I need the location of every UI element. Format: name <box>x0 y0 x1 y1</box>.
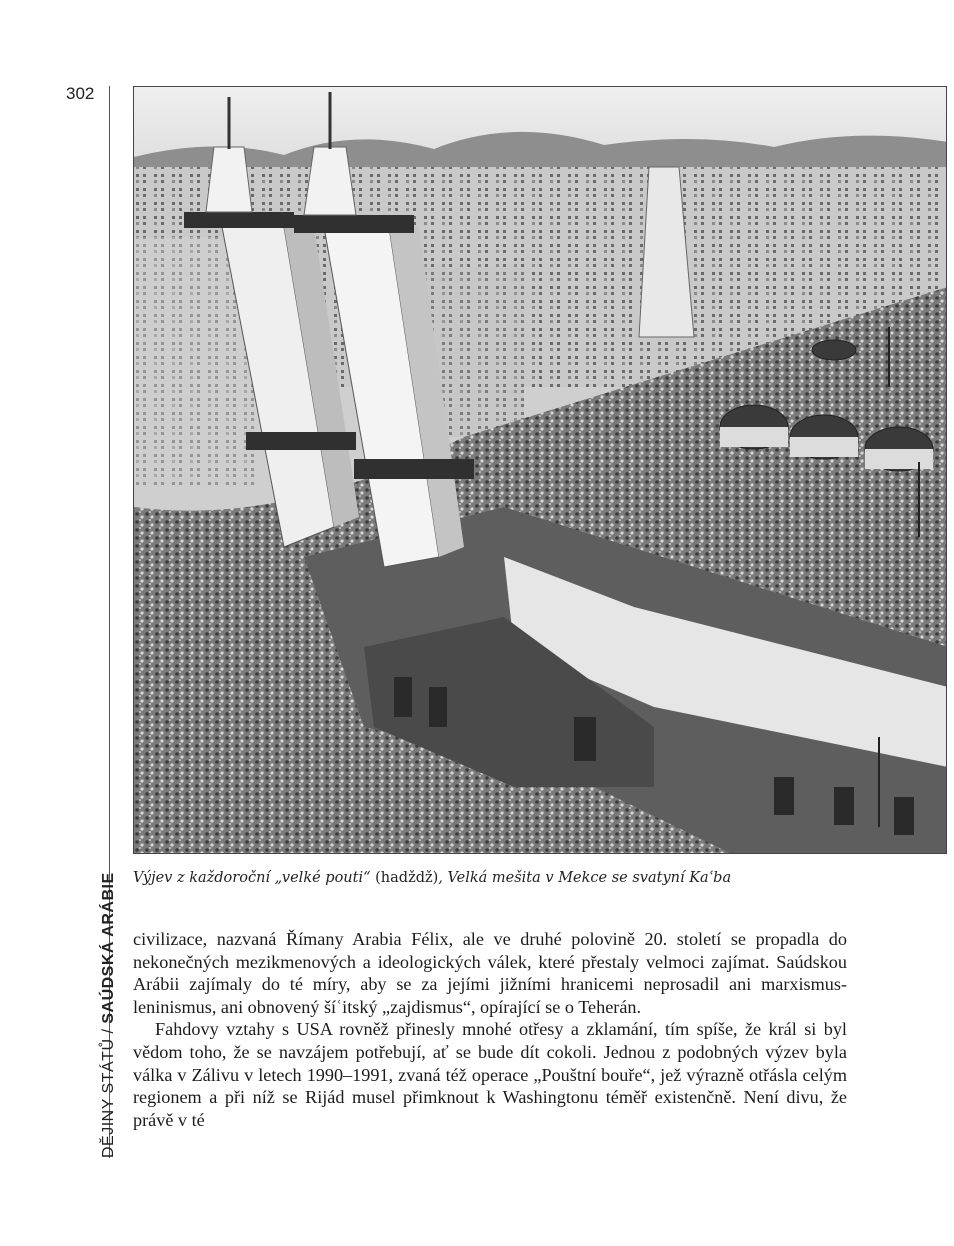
paragraph: civilizace, nazvaná Římany Arabia Félix, ale ve druhé polovině 20. století se propadla do nekonečných mezikmenových a ideologických válek, které přestaly velmoci zajímat. Saúdskou Arábii zajímaly do té míry, aby se za jejími jižními hranicemi neprosadil ani marxismus-leninismus, ani obnovený šíʿitský „zajdismus“, opírající se o Teherán. <box>133 929 847 1017</box>
caption-term: (hadždž) <box>375 870 439 886</box>
figure-caption <box>133 870 947 886</box>
mosque-photo-illustration <box>134 87 947 854</box>
caption-text-end: , Velká mešita v Mekce se svatyní Kaʿba <box>438 870 732 886</box>
running-head-book: DĚJINY STÁTŮ / <box>100 1028 117 1158</box>
body-text <box>133 928 847 1131</box>
running-head-country: SAÚDSKÁ ARÁBIE <box>100 872 117 1024</box>
running-head <box>100 872 118 1158</box>
paragraph: Fahdovy vztahy s USA rovněž přinesly mnohé otřesy a zklamání, tím spíše, že král si byl vědom toho, že se navzájem potřebují, ať se bude dít cokoli. Jednou z podobných výzev byla válka v Zálivu v letech 1990–1991, zvaná též operace „Pouštní bouře“, jež výrazně otřásla celým regionem a při níž se Rijád musel přimknout k Washingtonu téměř existenčně. Není divu, že právě v té <box>133 1019 847 1130</box>
mosque-photo <box>133 86 947 854</box>
caption-text: Výjev z každoroční „velké pouti“ <box>133 870 376 886</box>
page-number: 302 <box>66 84 95 103</box>
